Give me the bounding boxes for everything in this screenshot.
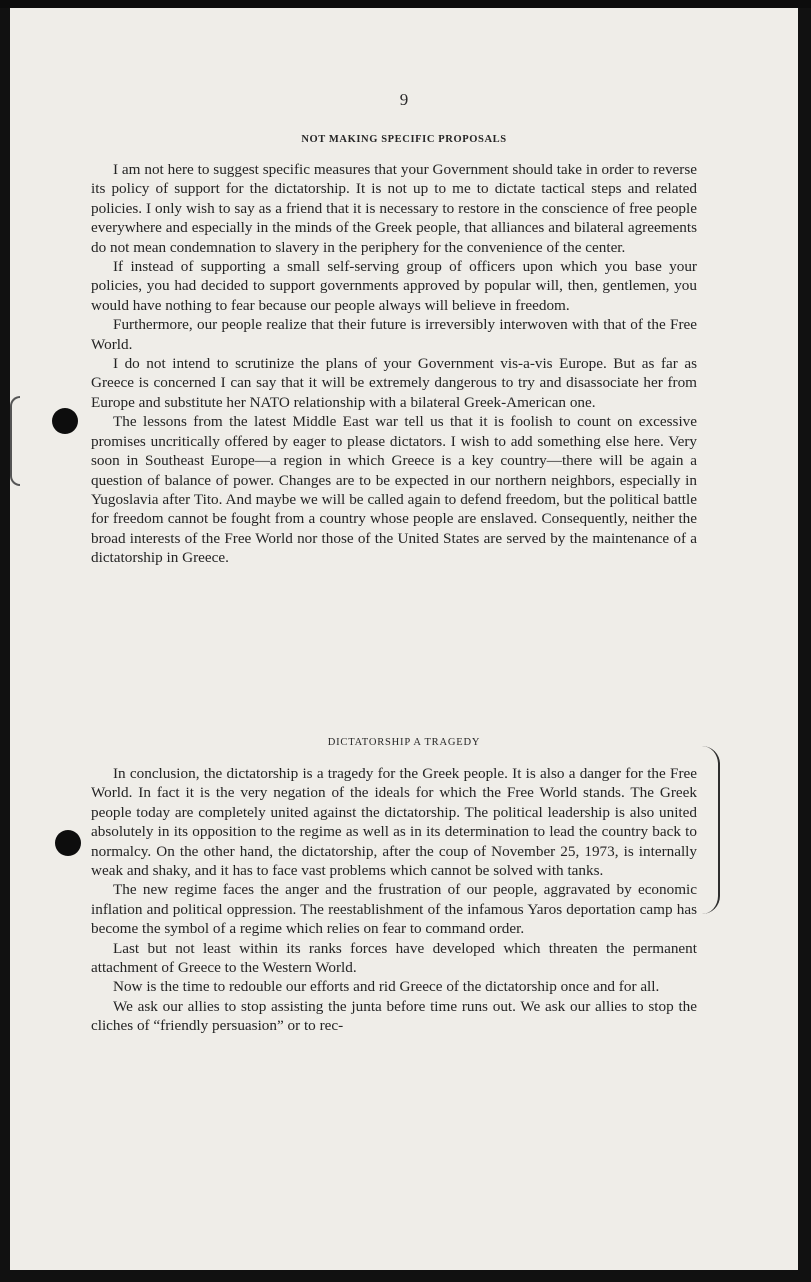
page-number: 9: [399, 90, 409, 109]
scan-border: [0, 0, 811, 8]
section-body-proposals: [91, 160, 697, 568]
paragraph: The new regime faces the anger and the frustration of our people, aggravated by economic inflation and political oppression. The reestablishment of the infamous Yaros deportation camp has become the symbol of a regime which relies on fear to command order.: [91, 881, 697, 938]
paragraph: In conclusion, the dictatorship is a tragedy for the Greek people. It is also a danger for the Free World. In fact it is the very negation of the ideals for which the Free World stands. The Greek people today are completely united against the dictatorship. The political leadership is also united absolutely in its opposition to the regime as well as in its determination to lead the country back to normalcy. On the other hand, the dictatorship, after the coup of November 25, 1973, is internally weak and shaky, and it has to face vast problems which cannot be solved with tanks.: [91, 765, 697, 880]
margin-bracket-mark: [10, 396, 20, 486]
section-heading-tragedy: DICTATORSHIP A TRAGEDY: [327, 737, 481, 748]
paragraph: The lessons from the latest Middle East war tell us that it is foolish to count on excessive promises uncritically offered by eager to please dictators. I wish to add something else here. Very soon in Southeast Europe—a region in which Greece is a key country—there will be again a question of balance of power. Changes are to be expected in our northern neighbors, especially in Yugoslavia after Tito. And maybe we will be called again to defend freedom, but the political battle for freedom cannot be fought from a country whose people are enslaved. Consequently, neither the broad interests of the Free World nor those of the United States are served by the maintenance of a dictatorship in Greece.: [91, 413, 697, 567]
paragraph: If instead of supporting a small self-serving group of officers upon which you base your policies, you had decided to support governments approved by popular will, then, gentlemen, you would have nothing to fear because our people always will believe in freedom.: [91, 258, 697, 314]
paragraph: Furthermore, our people realize that their future is irreversibly interwoven with that of the Free World.: [91, 316, 697, 353]
paragraph: I do not intend to scrutinize the plans of your Government vis-a-vis Europe. But as far as Greece is concerned I can say that it will be extremely dangerous to try and disassociate her from Europe and substitute her NATO relationship with a bilateral Greek-American one.: [91, 355, 697, 411]
paragraph: I am not here to suggest specific measures that your Government should take in order to reverse its policy of support for the dictatorship. It is not up to me to dictate tactical steps and related policies. I only wish to say as a friend that it is necessary to restore in the conscience of free people everywhere and especially in the minds of the Greek people, that alliances and bilateral agreements do not mean condemnation to slavery in the periphery for the convenience of the center.: [91, 161, 697, 256]
section-body-tragedy: [91, 764, 697, 1036]
paragraph: We ask our allies to stop assisting the junta before time runs out. We ask our allies to stop the cliches of “friendly persuasion” or to rec-: [91, 997, 697, 1035]
section-heading-proposals: NOT MAKING SPECIFIC PROPOSALS: [301, 134, 507, 145]
punch-hole: [52, 408, 78, 434]
punch-hole: [55, 830, 81, 856]
margin-bracket-mark: [702, 746, 720, 914]
paragraph: Now is the time to redouble our efforts and rid Greece of the dictatorship once and for all.: [113, 978, 660, 996]
paragraph: Last but not least within its ranks forces have developed which threaten the permanent attachment of Greece to the Western World.: [91, 939, 697, 977]
document-page: [10, 8, 798, 1270]
